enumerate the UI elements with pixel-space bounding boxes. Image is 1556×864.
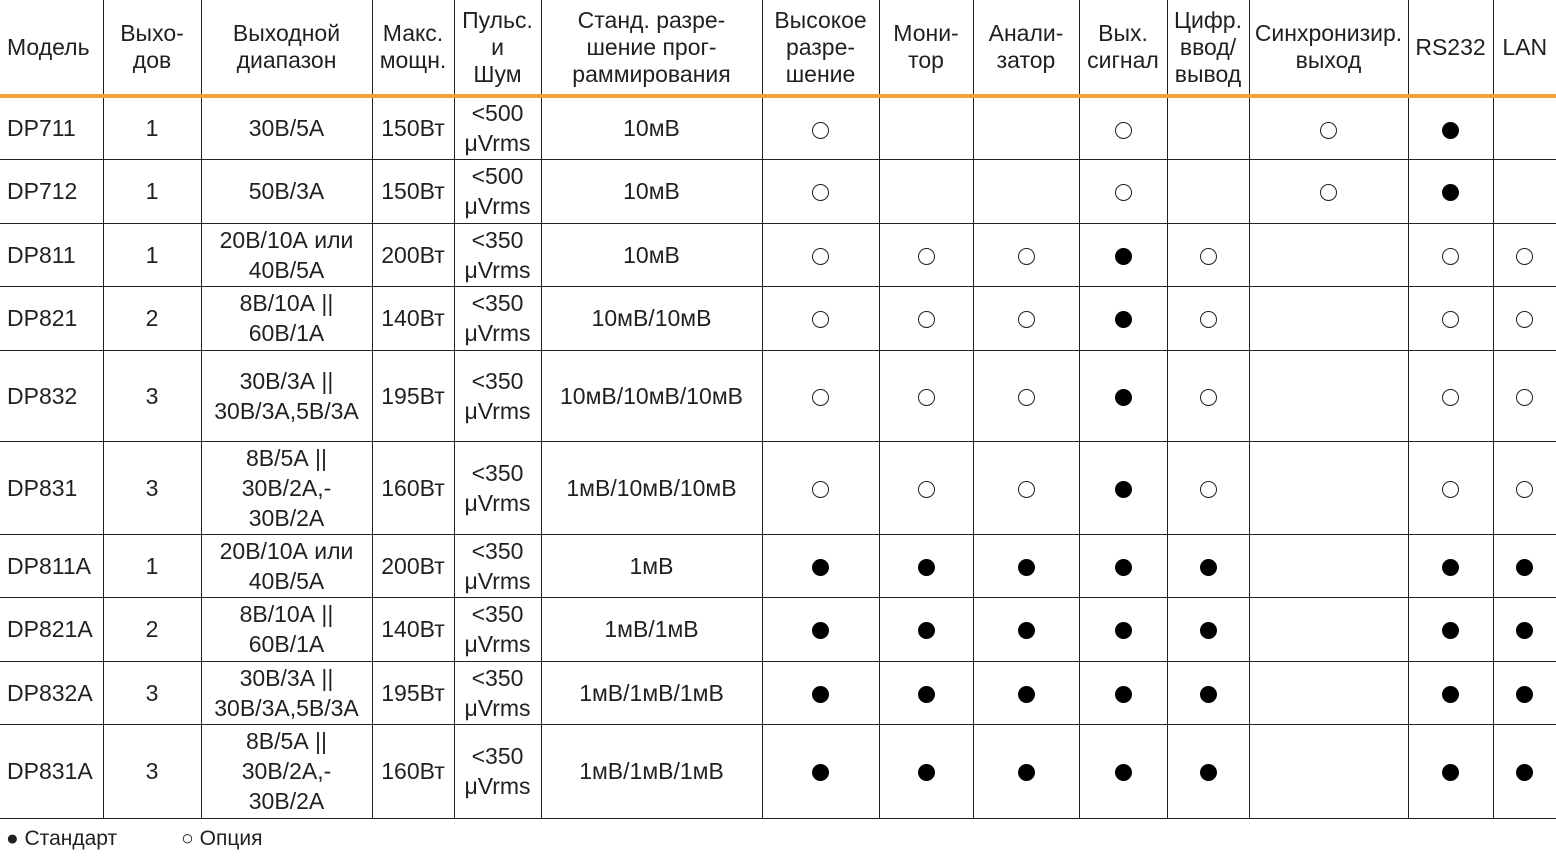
- programming-resolution-cell: 1мВ/1мВ/1мВ: [541, 724, 762, 818]
- filled-circle-icon: [918, 622, 935, 639]
- hollow-circle-icon: [1115, 122, 1132, 139]
- hollow-circle-icon: [1018, 248, 1035, 265]
- digital-io-cell: [1167, 286, 1249, 350]
- digital-io-cell: [1167, 661, 1249, 724]
- output-range-cell: 8В/5А || 30В/2А,- 30В/2А: [201, 724, 372, 818]
- rs232-cell: [1408, 159, 1493, 223]
- table-row: [0, 597, 1556, 661]
- rs232-cell: [1408, 724, 1493, 818]
- filled-circle-icon: [812, 686, 829, 703]
- analyzer-cell: [973, 159, 1079, 223]
- digital-io-cell: [1167, 597, 1249, 661]
- sync-output-cell: [1249, 597, 1408, 661]
- max-power-cell: 150Вт: [372, 159, 454, 223]
- analyzer-cell: [973, 534, 1079, 597]
- hollow-circle-icon: [1442, 389, 1459, 406]
- table-row: [0, 286, 1556, 350]
- high-resolution-cell: [762, 534, 879, 597]
- header-lan: LAN: [1493, 0, 1556, 96]
- rs232-cell: [1408, 286, 1493, 350]
- model-cell: DP821: [0, 286, 103, 350]
- lan-cell: [1493, 159, 1556, 223]
- header-ripple-noise: Пульс. и Шум: [454, 0, 541, 96]
- rs232-cell: [1408, 661, 1493, 724]
- ripple-noise-cell: <350 μVrms: [454, 441, 541, 534]
- output-signal-cell: [1079, 223, 1167, 286]
- programming-resolution-cell: 10мВ: [541, 96, 762, 159]
- hollow-circle-icon: [1115, 184, 1132, 201]
- header-row: [0, 0, 1556, 96]
- output-range-cell: 8В/5А || 30В/2А,- 30В/2А: [201, 441, 372, 534]
- outputs-cell: 3: [103, 661, 201, 724]
- lan-cell: [1493, 724, 1556, 818]
- digital-io-cell: [1167, 534, 1249, 597]
- filled-circle-icon: [1018, 559, 1035, 576]
- hollow-circle-icon: [812, 481, 829, 498]
- model-cell: DP821A: [0, 597, 103, 661]
- high-resolution-cell: [762, 350, 879, 441]
- filled-circle-icon: [1516, 764, 1533, 781]
- max-power-cell: 160Вт: [372, 724, 454, 818]
- analyzer-cell: [973, 724, 1079, 818]
- table-row: [0, 534, 1556, 597]
- filled-circle-icon: [1200, 622, 1217, 639]
- output-signal-cell: [1079, 96, 1167, 159]
- rs232-cell: [1408, 534, 1493, 597]
- header-max-power: Макс. мощн.: [372, 0, 454, 96]
- rs232-cell: [1408, 597, 1493, 661]
- filled-circle-icon: [1018, 622, 1035, 639]
- output-signal-cell: [1079, 534, 1167, 597]
- hollow-circle-icon: [1442, 311, 1459, 328]
- hollow-circle-icon: [1442, 481, 1459, 498]
- filled-circle-icon: [1115, 764, 1132, 781]
- monitor-cell: [879, 286, 973, 350]
- hollow-circle-icon: [918, 389, 935, 406]
- filled-circle-icon: [918, 686, 935, 703]
- hollow-circle-icon: [1320, 184, 1337, 201]
- ripple-noise-cell: <350 μVrms: [454, 597, 541, 661]
- outputs-cell: 3: [103, 724, 201, 818]
- table-row: [0, 96, 1556, 159]
- filled-circle-icon: [1442, 122, 1459, 139]
- hollow-circle-icon: [812, 248, 829, 265]
- outputs-cell: 2: [103, 286, 201, 350]
- hollow-circle-icon: [1018, 481, 1035, 498]
- high-resolution-cell: [762, 597, 879, 661]
- hollow-circle-icon: [918, 311, 935, 328]
- high-resolution-cell: [762, 724, 879, 818]
- filled-circle-icon: [812, 559, 829, 576]
- hollow-circle-icon: [1018, 389, 1035, 406]
- high-resolution-cell: [762, 96, 879, 159]
- max-power-cell: 140Вт: [372, 597, 454, 661]
- lan-cell: [1493, 597, 1556, 661]
- filled-circle-icon: [1115, 389, 1132, 406]
- high-resolution-cell: [762, 441, 879, 534]
- monitor-cell: [879, 159, 973, 223]
- hollow-circle-icon: [1200, 311, 1217, 328]
- hollow-circle-icon: [918, 481, 935, 498]
- lan-cell: [1493, 441, 1556, 534]
- table-row: [0, 223, 1556, 286]
- max-power-cell: 200Вт: [372, 223, 454, 286]
- header-programming-resolution: Станд. разре- шение прог- раммирования: [541, 0, 762, 96]
- filled-circle-icon: [812, 622, 829, 639]
- filled-circle-icon: [1115, 686, 1132, 703]
- max-power-cell: 160Вт: [372, 441, 454, 534]
- digital-io-cell: [1167, 441, 1249, 534]
- filled-circle-icon: [1200, 559, 1217, 576]
- ripple-noise-cell: <350 μVrms: [454, 661, 541, 724]
- output-signal-cell: [1079, 350, 1167, 441]
- outputs-cell: 1: [103, 223, 201, 286]
- high-resolution-cell: [762, 159, 879, 223]
- digital-io-cell: [1167, 724, 1249, 818]
- high-resolution-cell: [762, 223, 879, 286]
- header-sync-output: Синхронизир. выход: [1249, 0, 1408, 96]
- filled-circle-icon: [1442, 184, 1459, 201]
- sync-output-cell: [1249, 223, 1408, 286]
- filled-circle-icon: [1115, 311, 1132, 328]
- programming-resolution-cell: 1мВ/1мВ/1мВ: [541, 661, 762, 724]
- hollow-circle-icon: [1200, 248, 1217, 265]
- output-range-cell: 30В/3А || 30В/3А,5В/3А: [201, 661, 372, 724]
- rs232-cell: [1408, 96, 1493, 159]
- programming-resolution-cell: 1мВ/1мВ: [541, 597, 762, 661]
- filled-circle-icon: [918, 559, 935, 576]
- lan-cell: [1493, 661, 1556, 724]
- rs232-cell: [1408, 223, 1493, 286]
- sync-output-cell: [1249, 661, 1408, 724]
- table-row: [0, 350, 1556, 441]
- outputs-cell: 2: [103, 597, 201, 661]
- hollow-circle-icon: [1516, 389, 1533, 406]
- monitor-cell: [879, 223, 973, 286]
- legend-standard: ● Стандарт: [6, 827, 118, 850]
- hollow-circle-icon: [918, 248, 935, 265]
- rs232-cell: [1408, 350, 1493, 441]
- header-monitor: Мони- тор: [879, 0, 973, 96]
- monitor-cell: [879, 350, 973, 441]
- filled-circle-icon: [812, 764, 829, 781]
- digital-io-cell: [1167, 223, 1249, 286]
- header-rs232: RS232: [1408, 0, 1493, 96]
- filled-circle-icon: [1115, 481, 1132, 498]
- ripple-noise-cell: <350 μVrms: [454, 350, 541, 441]
- max-power-cell: 150Вт: [372, 96, 454, 159]
- output-signal-cell: [1079, 441, 1167, 534]
- outputs-cell: 1: [103, 96, 201, 159]
- sync-output-cell: [1249, 96, 1408, 159]
- model-cell: DP811A: [0, 534, 103, 597]
- header-analyzer: Анали- затор: [973, 0, 1079, 96]
- ripple-noise-cell: <500 μVrms: [454, 96, 541, 159]
- hollow-circle-icon: [1200, 389, 1217, 406]
- hollow-circle-icon: [1516, 248, 1533, 265]
- model-cell: DP832A: [0, 661, 103, 724]
- ripple-noise-cell: <350 μVrms: [454, 534, 541, 597]
- output-range-cell: 20В/10А или 40В/5А: [201, 223, 372, 286]
- legend-option: ○ Опция: [181, 827, 263, 850]
- hollow-circle-icon: [812, 389, 829, 406]
- sync-output-cell: [1249, 286, 1408, 350]
- high-resolution-cell: [762, 661, 879, 724]
- outputs-cell: 1: [103, 159, 201, 223]
- outputs-cell: 3: [103, 441, 201, 534]
- hollow-circle-icon: [1200, 481, 1217, 498]
- header-output-signal: Вых. сигнал: [1079, 0, 1167, 96]
- lan-cell: [1493, 534, 1556, 597]
- model-cell: DP811: [0, 223, 103, 286]
- filled-circle-icon: [918, 764, 935, 781]
- lan-cell: [1493, 350, 1556, 441]
- hollow-circle-icon: [812, 122, 829, 139]
- output-range-cell: 30В/5А: [201, 96, 372, 159]
- table-row: [0, 159, 1556, 223]
- header-model: Модель: [0, 0, 103, 96]
- output-signal-cell: [1079, 159, 1167, 223]
- analyzer-cell: [973, 597, 1079, 661]
- monitor-cell: [879, 441, 973, 534]
- analyzer-cell: [973, 441, 1079, 534]
- filled-circle-icon: [1018, 686, 1035, 703]
- model-cell: DP711: [0, 96, 103, 159]
- table-row: [0, 724, 1556, 818]
- filled-circle-icon: [1442, 764, 1459, 781]
- programming-resolution-cell: 10мВ/10мВ/10мВ: [541, 350, 762, 441]
- hollow-circle-icon: [1516, 311, 1533, 328]
- output-range-cell: 8В/10А || 60В/1А: [201, 286, 372, 350]
- hollow-circle-icon: [1018, 311, 1035, 328]
- filled-circle-icon: [1442, 559, 1459, 576]
- output-range-cell: 50В/3А: [201, 159, 372, 223]
- sync-output-cell: [1249, 724, 1408, 818]
- model-cell: DP831: [0, 441, 103, 534]
- monitor-cell: [879, 597, 973, 661]
- max-power-cell: 195Вт: [372, 350, 454, 441]
- sync-output-cell: [1249, 441, 1408, 534]
- ripple-noise-cell: <350 μVrms: [454, 223, 541, 286]
- header-high-resolution: Высокое разре- шение: [762, 0, 879, 96]
- output-range-cell: 20В/10А или 40В/5А: [201, 534, 372, 597]
- header-output-range: Выходной диапазон: [201, 0, 372, 96]
- max-power-cell: 200Вт: [372, 534, 454, 597]
- monitor-cell: [879, 661, 973, 724]
- sync-output-cell: [1249, 350, 1408, 441]
- model-cell: DP712: [0, 159, 103, 223]
- header-outputs: Выхо- дов: [103, 0, 201, 96]
- analyzer-cell: [973, 223, 1079, 286]
- digital-io-cell: [1167, 159, 1249, 223]
- rs232-cell: [1408, 441, 1493, 534]
- max-power-cell: 140Вт: [372, 286, 454, 350]
- analyzer-cell: [973, 96, 1079, 159]
- output-range-cell: 30В/3А || 30В/3А,5В/3А: [201, 350, 372, 441]
- analyzer-cell: [973, 350, 1079, 441]
- outputs-cell: 3: [103, 350, 201, 441]
- monitor-cell: [879, 724, 973, 818]
- filled-circle-icon: [1200, 686, 1217, 703]
- hollow-circle-icon: [1442, 248, 1459, 265]
- ripple-noise-cell: <350 μVrms: [454, 724, 541, 818]
- table-row: [0, 441, 1556, 534]
- hollow-circle-icon: [812, 184, 829, 201]
- model-cell: DP832: [0, 350, 103, 441]
- filled-circle-icon: [1018, 764, 1035, 781]
- filled-circle-icon: [1516, 622, 1533, 639]
- filled-circle-icon: [1442, 686, 1459, 703]
- lan-cell: [1493, 96, 1556, 159]
- model-cell: DP831A: [0, 724, 103, 818]
- table-body: [0, 96, 1556, 818]
- hollow-circle-icon: [812, 311, 829, 328]
- output-signal-cell: [1079, 724, 1167, 818]
- outputs-cell: 1: [103, 534, 201, 597]
- filled-circle-icon: [1516, 559, 1533, 576]
- max-power-cell: 195Вт: [372, 661, 454, 724]
- ripple-noise-cell: <500 μVrms: [454, 159, 541, 223]
- monitor-cell: [879, 534, 973, 597]
- lan-cell: [1493, 286, 1556, 350]
- sync-output-cell: [1249, 534, 1408, 597]
- programming-resolution-cell: 1мВ: [541, 534, 762, 597]
- sync-output-cell: [1249, 159, 1408, 223]
- digital-io-cell: [1167, 96, 1249, 159]
- filled-circle-icon: [1115, 248, 1132, 265]
- filled-circle-icon: [1200, 764, 1217, 781]
- analyzer-cell: [973, 286, 1079, 350]
- output-range-cell: 8В/10А || 60В/1А: [201, 597, 372, 661]
- output-signal-cell: [1079, 597, 1167, 661]
- hollow-circle-icon: [1320, 122, 1337, 139]
- lan-cell: [1493, 223, 1556, 286]
- filled-circle-icon: [1516, 686, 1533, 703]
- analyzer-cell: [973, 661, 1079, 724]
- digital-io-cell: [1167, 350, 1249, 441]
- high-resolution-cell: [762, 286, 879, 350]
- programming-resolution-cell: 10мВ: [541, 223, 762, 286]
- filled-circle-icon: [1442, 622, 1459, 639]
- legend: [6, 826, 262, 852]
- monitor-cell: [879, 96, 973, 159]
- filled-circle-icon: [1115, 622, 1132, 639]
- hollow-circle-icon: [1516, 481, 1533, 498]
- table-row: [0, 661, 1556, 724]
- filled-circle-icon: [1115, 559, 1132, 576]
- output-signal-cell: [1079, 661, 1167, 724]
- programming-resolution-cell: 10мВ/10мВ: [541, 286, 762, 350]
- ripple-noise-cell: <350 μVrms: [454, 286, 541, 350]
- header-digital-io: Цифр. ввод/ вывод: [1167, 0, 1249, 96]
- programming-resolution-cell: 10мВ: [541, 159, 762, 223]
- output-signal-cell: [1079, 286, 1167, 350]
- programming-resolution-cell: 1мВ/10мВ/10мВ: [541, 441, 762, 534]
